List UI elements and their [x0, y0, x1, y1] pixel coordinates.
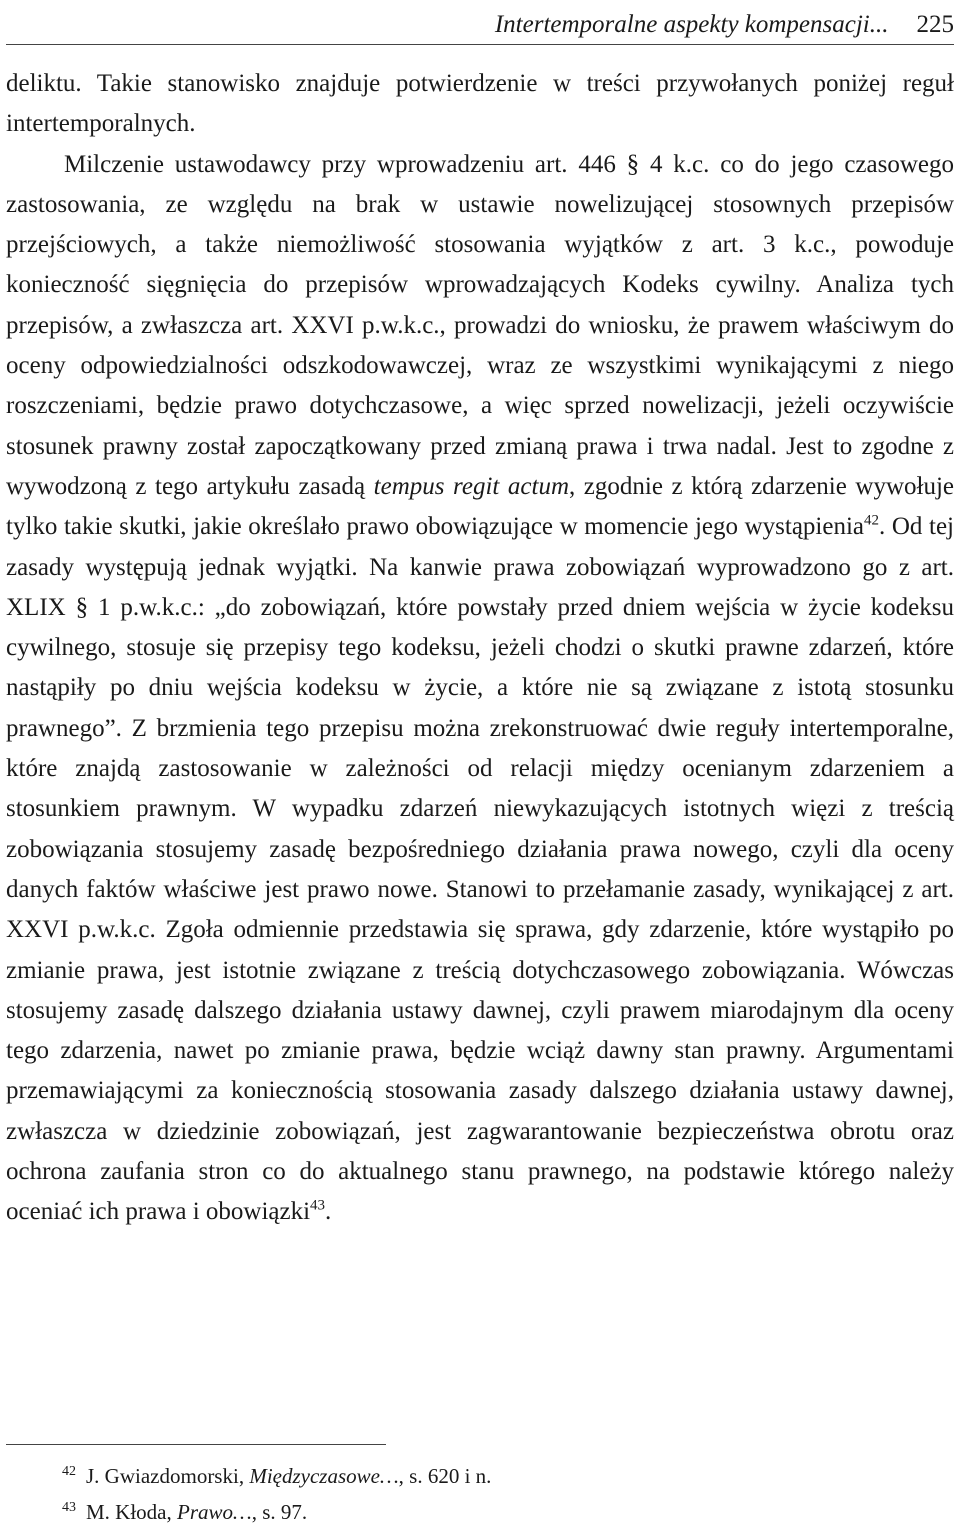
paragraph-2-text-a: Milczenie ustawodawcy przy wprowadzeniu art. 446 § 4 k.c. co do jego czasowego zastosowania, ze względu na brak w ustawie nowelizującej stosownych przepisów przejściowych, a także niemożliwość stosowania wyjątków z art. 3 k.c., powoduje konieczność sięgnięcia do przepisów wprowadzających Kodeks cywilny. Analiza tych przepisów, a zwłaszcza art. XXVI p.w.k.c., prowadzi do wniosku, że prawem właściwym do oceny odpowiedzialności odszkodowawczej, wraz ze wszystkimi wynikającymi z niego roszczeniami, będzie prawo dotychczasowe, a więc sprzed nowelizacji, jeżeli oczywiście stosunek prawny został zapoczątkowany przed zmianą prawa i trwa nadal. Jest to zgodne z wywodzoną z tego artykułu zasadą	[6, 150, 954, 500]
footnote-ref-42[interactable]: 42	[864, 512, 880, 529]
running-head	[0, 0, 954, 40]
footnotes	[62, 1458, 942, 1530]
paragraph-2-text-b: , zgodnie z którą zdarzenie wywołuje tylko takie skutki, jakie określało prawo obowiązujące w momencie jego wystąpienia	[6, 472, 954, 541]
footnote-number: 43	[62, 1500, 76, 1515]
footnote-author: J. Gwiazdomorski,	[86, 1464, 250, 1488]
paragraph-2-end: .	[325, 1198, 332, 1226]
body-text	[6, 64, 954, 1233]
paragraph-2-text-c: . Od tej zasady występują jednak wyjątki. Na kanwie prawa zobowiązań wyprowadzono go z art. XLIX § 1 p.w.k.c.: „do zobowiązań, które powstały przed dniem wejścia w życie kodeksu cywilnego, stosuje się przepisy tego kodeksu, jeżeli chodzi o skutki prawne zdarzeń, które nastąpiły po dniu wejścia kodeksu w życie, a które nie są związane z istotą stosunku prawnego”. Z brzmienia tego przepisu można zrekonstruować dwie reguły intertemporalne, które znajdą zastosowanie w zależności od relacji między ocenianym zdarzeniem a stosunkiem prawnym. W wypadku zdarzeń niewykazujących istotnych więzi z treścią zobowiązania stosujemy zasadę bezpośredniego działania prawa nowego, czyli dla oceny danych faktów właściwe jest prawo nowe. Stanowi to przełamanie zasady, wynikającej z art. XXVI p.w.k.c. Zgoła odmiennie przedstawia się sprawa, gdy zdarzenie, które wystąpiło po zmianie prawa, jest istotnie związane z treścią dotychczasowego zobowiązania. Wówczas stosujemy zasadę dalszego działania ustawy dawnej, czyli prawem miarodajnym dla oceny tego zdarzenia, nawet po zmianie prawa, będzie wciąż dawny stan prawny. Argumentami przemawiającymi za koniecznością stosowania zasady dalszego działania ustawy dawnej, zwłaszcza w dziedzinie zobowiązań, jest zagwarantowanie bezpieczeństwa obrotu oraz ochrona zaufania stron co do aktualnego stanu prawnego, na podstawie którego należy oceniać ich prawa i obowiązki	[6, 513, 954, 1226]
page-number: 225	[916, 11, 954, 38]
paragraph-2	[6, 145, 954, 1233]
paragraph-1: deliktu. Takie stanowisko znajduje potwierdzenie w treści przywołanych poniżej reguł intertemporalnych.	[6, 70, 954, 138]
footnote-rest: , s. 97.	[251, 1500, 308, 1524]
latin-phrase: tempus regit actum	[373, 472, 569, 500]
footnote-ref-43[interactable]: 43	[310, 1197, 326, 1214]
footnote-rest: , s. 620 i n.	[398, 1464, 492, 1488]
footnote-43	[62, 1494, 942, 1530]
footnote-title: Prawo…	[177, 1500, 252, 1524]
footnote-number: 42	[62, 1464, 76, 1479]
header-rule	[6, 44, 954, 45]
footnote-rule	[6, 1444, 386, 1445]
footnote-42	[62, 1458, 942, 1494]
footnote-title: Międzyczasowe…	[249, 1464, 399, 1488]
running-title: Intertemporalne aspekty kompensacji...	[494, 11, 889, 38]
footnote-author: M. Kłoda,	[86, 1500, 177, 1524]
